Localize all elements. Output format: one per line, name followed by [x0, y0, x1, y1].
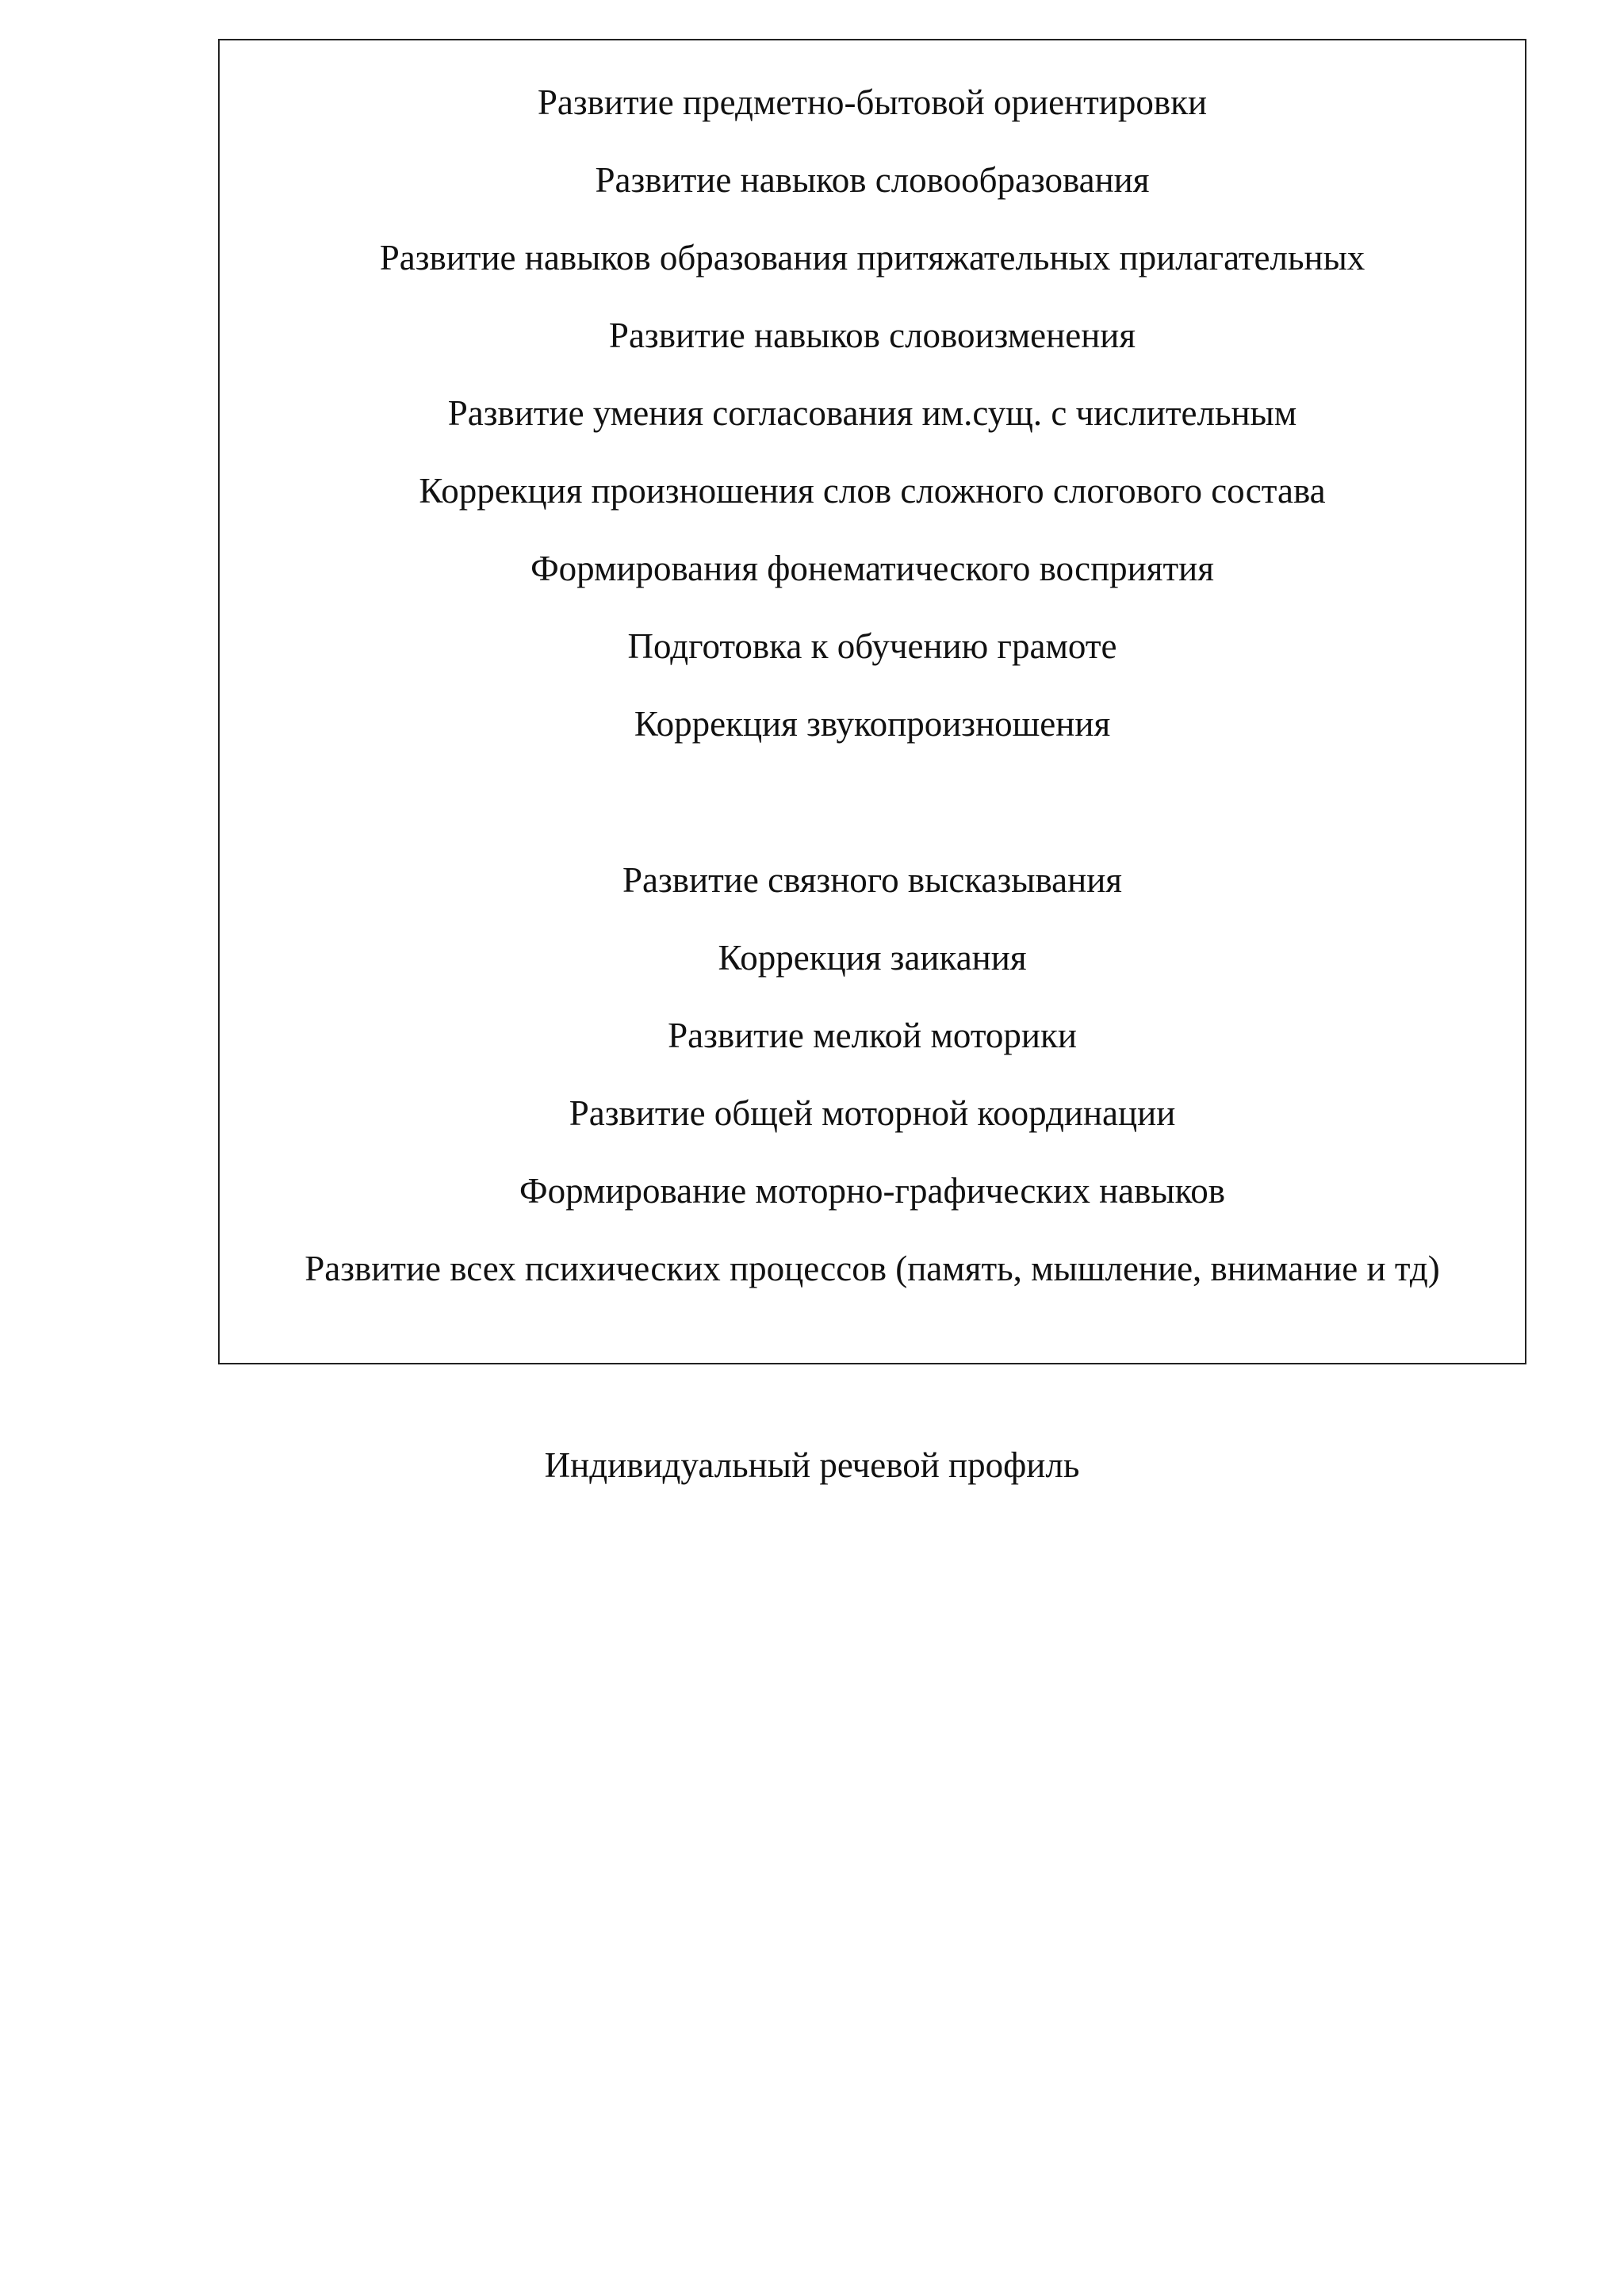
goals-box: [218, 39, 1526, 1364]
goal-item: Развитие общей моторной координации: [569, 1093, 1176, 1133]
goal-item: Формирования фонематического восприятия: [530, 549, 1214, 588]
goal-item: Коррекция произношения слов сложного слогового состава: [419, 471, 1326, 511]
goal-item: Развитие связного высказывания: [622, 860, 1122, 900]
goal-item: Развитие навыков словообразования: [595, 160, 1150, 200]
goal-item: Развитие навыков образования притяжательных прилагательных: [379, 238, 1365, 277]
goal-item: Коррекция заикания: [718, 938, 1027, 978]
goal-item: Подготовка к обучению грамоте: [627, 626, 1117, 666]
goal-item: Развитие всех психических процессов (память, мышление, внимание и тд): [304, 1249, 1440, 1288]
profile-caption: Индивидуальный речевой профиль: [544, 1445, 1080, 1485]
goal-item: Развитие предметно-бытовой ориентировки: [537, 82, 1208, 122]
goal-item: Развитие умения согласования им.сущ. с числительным: [447, 393, 1297, 433]
goal-item: Развитие навыков словоизменения: [608, 316, 1136, 355]
goal-item: Формирование моторно-графических навыков: [519, 1171, 1225, 1211]
goal-item: Развитие мелкой моторики: [668, 1016, 1077, 1055]
goal-item: Коррекция звукопроизношения: [634, 704, 1111, 744]
